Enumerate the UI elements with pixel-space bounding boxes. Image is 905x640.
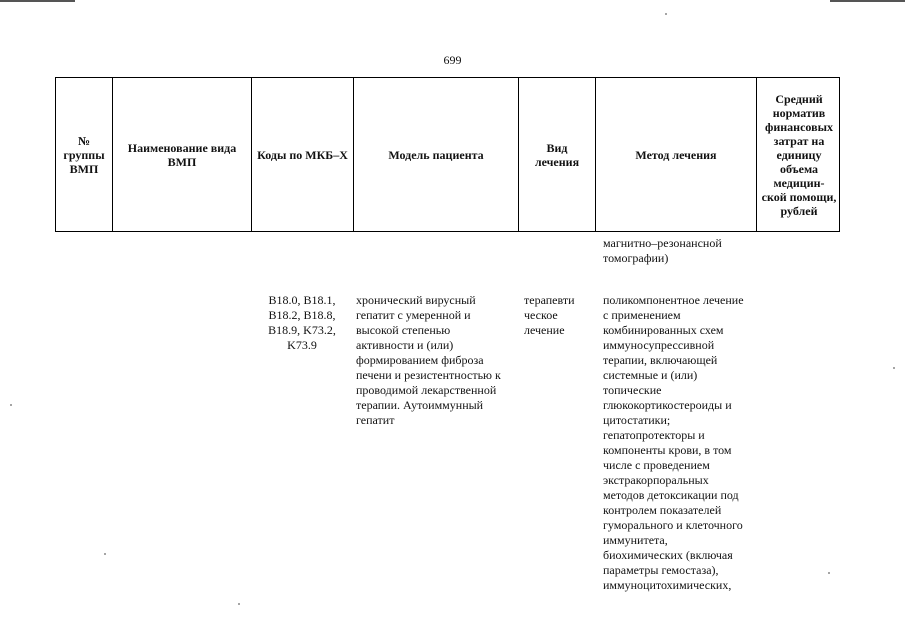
scan-speck xyxy=(104,553,106,555)
text-line: гуморального и клеточного xyxy=(603,518,743,532)
text-line: высокой степенью xyxy=(356,323,451,337)
header-vmp-name: Наименование вида ВМП xyxy=(112,78,251,231)
header-group-number: № группы ВМП xyxy=(63,133,105,176)
text-line: комбинированных схем xyxy=(603,323,724,337)
scan-edge-left xyxy=(0,0,75,2)
text-line: терапии. Аутоиммунный xyxy=(356,398,484,412)
text-line: B18.9, K73.2, xyxy=(268,323,336,337)
patient-model-cell xyxy=(356,293,518,428)
scan-speck xyxy=(238,603,240,605)
text-line: магнитно–резонансной xyxy=(603,236,722,250)
icd-codes-cell xyxy=(262,293,342,353)
header-icd-codes: Коды по МКБ–Х xyxy=(251,78,353,231)
text-line: ческое xyxy=(524,308,558,322)
header-average-cost: Средний норматив финансовых затрат на единицу объема медицин-ской помощи, рублей xyxy=(756,78,841,231)
text-line: контролем показателей xyxy=(603,503,722,517)
text-line: параметры гемостаза), xyxy=(603,563,719,577)
text-line: гепатит xyxy=(356,413,395,427)
text-line: B18.0, B18.1, xyxy=(268,293,336,307)
header-treatment-method: Метод лечения xyxy=(595,78,756,231)
text-line: системные и (или) xyxy=(603,368,698,382)
text-line: иммунитета, xyxy=(603,533,668,547)
scan-speck xyxy=(828,572,830,574)
text-line: K73.9 xyxy=(287,338,317,352)
scan-speck xyxy=(893,367,895,369)
text-line: экстракорпоральных xyxy=(603,473,709,487)
text-line: биохимических (включая xyxy=(603,548,733,562)
scan-speck xyxy=(10,404,12,406)
text-line: проводимой лекарственной xyxy=(356,383,497,397)
header-treatment-type: Вид лечения xyxy=(518,78,595,231)
text-line: поликомпонентное лечение xyxy=(603,293,744,307)
text-line: числе с проведением xyxy=(603,458,710,472)
text-line: хронический вирусный xyxy=(356,293,476,307)
text-line: формированием фиброза xyxy=(356,353,484,367)
text-line: компоненты крови, в том xyxy=(603,443,732,457)
text-line: активности и (или) xyxy=(356,338,454,352)
text-line: цитостатики; xyxy=(603,413,671,427)
continued-method-text xyxy=(603,236,763,266)
text-line: лечение xyxy=(524,323,565,337)
text-line: гепатопротекторы и xyxy=(603,428,705,442)
text-line: терапии, включающей xyxy=(603,353,718,367)
treatment-type-cell xyxy=(524,293,590,338)
text-line: томографии) xyxy=(603,251,669,265)
text-line: печени и резистентностью к xyxy=(356,368,501,382)
text-line: топические xyxy=(603,383,662,397)
text-line: глюкокортикостероиды и xyxy=(603,398,732,412)
table-header xyxy=(55,77,840,232)
text-line: с применением xyxy=(603,308,681,322)
text-line: терапевти xyxy=(524,293,575,307)
text-line: иммуноцитохимических, xyxy=(603,578,732,592)
scan-edge-right xyxy=(830,0,905,2)
text-line: иммуносупрессивной xyxy=(603,338,715,352)
header-patient-model: Модель пациента xyxy=(353,78,518,231)
scan-speck xyxy=(665,13,667,15)
text-line: гепатит с умеренной и xyxy=(356,308,471,322)
treatment-method-cell xyxy=(603,293,763,593)
text-line: B18.2, B18.8, xyxy=(268,308,336,322)
text-line: методов детоксикации под xyxy=(603,488,739,502)
page-number: 699 xyxy=(443,53,462,67)
